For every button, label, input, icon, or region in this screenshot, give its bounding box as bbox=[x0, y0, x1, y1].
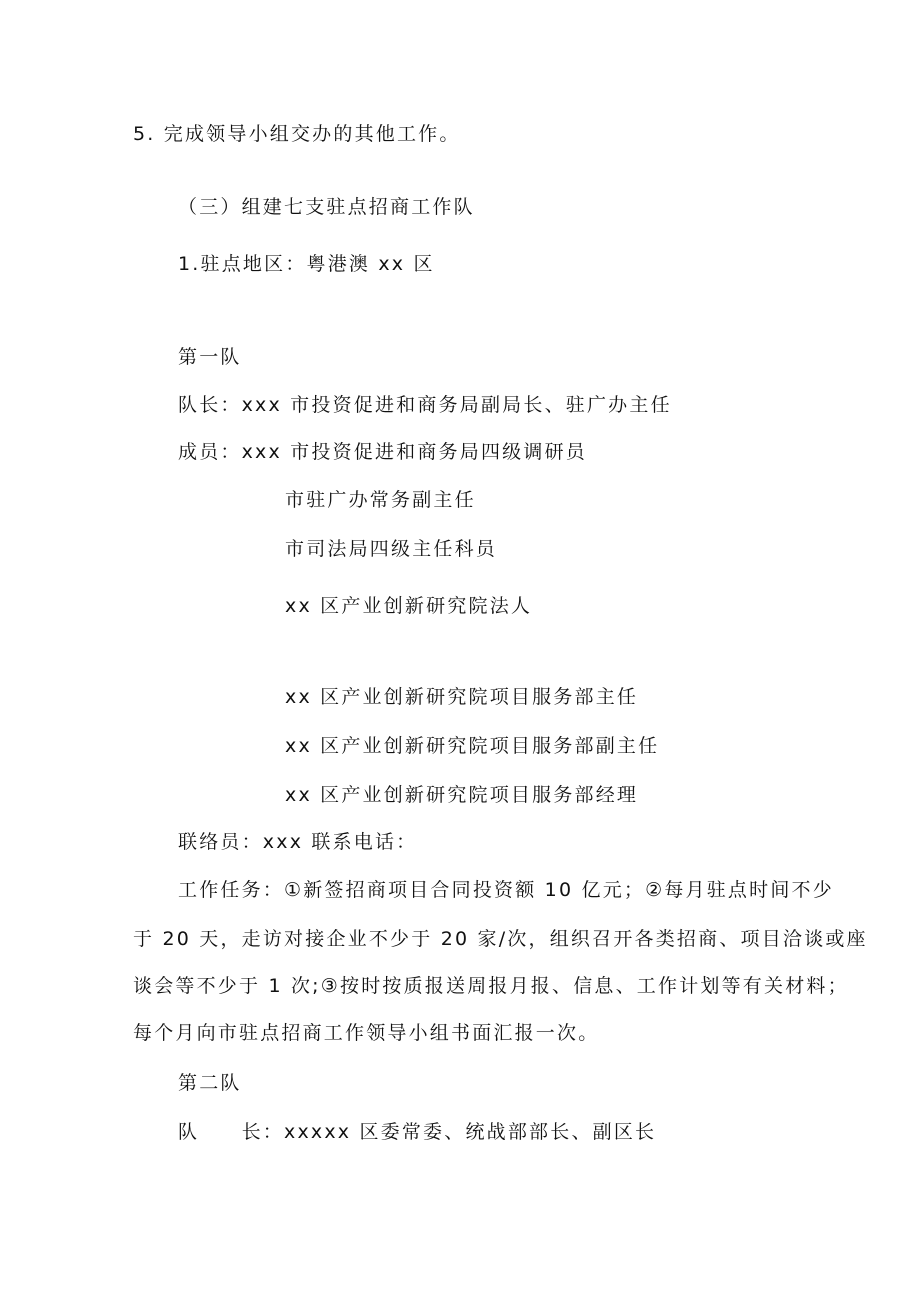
team-1-member-6: xx 区产业创新研究院项目服务部副主任 bbox=[285, 735, 660, 757]
team-1-member-1: 成员：xxx 市投资促进和商务局四级调研员 bbox=[178, 441, 587, 463]
team-1-member-2: 市驻广办常务副主任 bbox=[285, 489, 476, 511]
task-item-5: 5. 完成领导小组交办的其他工作。 bbox=[133, 123, 461, 145]
team-1-tasks-line-1: 工作任务：①新签招商项目合同投资额 10 亿元；②每月驻点时间不少 bbox=[178, 879, 834, 901]
team-2-leader: 队 长：xxxxx 区委常委、统战部部长、副区长 bbox=[178, 1121, 657, 1143]
team-1-member-3: 市司法局四级主任科员 bbox=[285, 538, 498, 560]
team-1-tasks-line-4: 每个月向市驻点招商工作领导小组书面汇报一次。 bbox=[133, 1022, 600, 1044]
team-1-member-5: xx 区产业创新研究院项目服务部主任 bbox=[285, 686, 639, 708]
team-2-title: 第二队 bbox=[178, 1072, 242, 1094]
section-heading-3: （三）组建七支驻点招商工作队 bbox=[178, 196, 475, 218]
team-1-leader: 队长：xxx 市投资促进和商务局副局长、驻广办主任 bbox=[178, 394, 672, 416]
team-1-tasks-line-3: 谈会等不少于 1 次;③按时按质报送周报月报、信息、工作计划等有关材料； bbox=[133, 975, 849, 997]
station-area: 1.驻点地区：粤港澳 xx 区 bbox=[178, 253, 435, 275]
team-1-member-7: xx 区产业创新研究院项目服务部经理 bbox=[285, 784, 639, 806]
team-1-member-4: xx 区产业创新研究院法人 bbox=[285, 595, 533, 617]
team-1-liaison: 联络员：xxx 联系电话： bbox=[178, 831, 418, 853]
team-1-tasks-line-2: 于 20 天，走访对接企业不少于 20 家/次，组织召开各类招商、项目洽谈或座 bbox=[133, 928, 868, 950]
team-1-title: 第一队 bbox=[178, 346, 242, 368]
